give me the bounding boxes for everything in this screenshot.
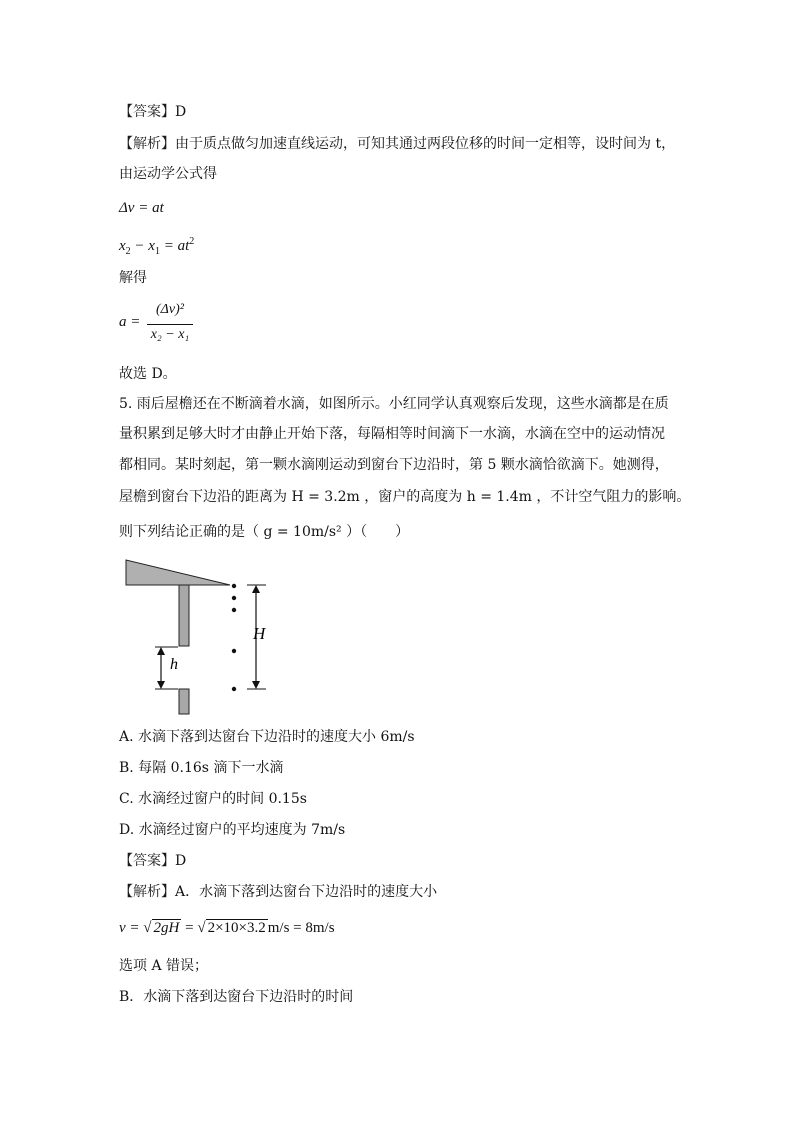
analysis-tag: 【解析】 bbox=[119, 136, 175, 152]
answer-value: D bbox=[175, 853, 187, 869]
conclusion-line: 故选 D。 bbox=[119, 366, 177, 382]
h-label: h bbox=[170, 656, 178, 673]
window-upper-frame bbox=[179, 585, 189, 646]
h-arrow-bottom bbox=[157, 681, 165, 689]
analysis-line-3 bbox=[119, 882, 437, 902]
option-c: C. 水滴经过窗户的时间 0.15s bbox=[119, 791, 307, 807]
solve-label: 解得 bbox=[119, 270, 147, 286]
answer-line-1 bbox=[119, 102, 186, 122]
answer-line-2 bbox=[119, 851, 186, 871]
question-line-5: 则下列结论正确的是（ g = 10m/s² ）（ ） bbox=[119, 524, 410, 540]
water-drop bbox=[232, 596, 236, 600]
water-drop bbox=[232, 584, 236, 588]
answer-tag: 【答案】 bbox=[119, 104, 175, 120]
fraction-denominator: x₂ − x₁ bbox=[150, 327, 190, 342]
analysis-line-1 bbox=[119, 134, 675, 154]
option-d: D. 水滴经过窗户的平均速度为 7m/s bbox=[119, 822, 346, 838]
question-line-4: 屋檐到窗台下边沿的距离为 H = 3.2m ，窗户的高度为 h = 1.4m ，不计空气阻力的影响。 bbox=[119, 489, 691, 505]
analysis-text: 由于质点做匀加速直线运动，可知其通过两段位移的时间一定相等，设时间为 t， bbox=[175, 136, 676, 152]
question-line-1: 5. 雨后屋檐还在不断滴着水滴，如图所示。小红同学认真观察后发现，这些水滴都是在质 bbox=[119, 396, 669, 412]
analysis-line-2: 由运动学公式得 bbox=[119, 166, 217, 182]
H-arrow-bottom bbox=[252, 681, 260, 689]
water-drop bbox=[232, 687, 236, 691]
option-a: A. 水滴下落到达窗台下边沿时的速度大小 6m/s bbox=[119, 729, 415, 745]
water-drop bbox=[232, 608, 236, 612]
question-line-3: 都相同。某时刻起，第一颗水滴刚运动到窗台下边沿时，第 5 颗水滴恰欲滴下。她测得， bbox=[119, 457, 669, 473]
analysis-text: A．水滴下落到达窗台下边沿时的速度大小 bbox=[175, 884, 438, 900]
analysis-line-b: B．水滴下落到达窗台下边沿时的时间 bbox=[119, 989, 354, 1005]
fraction-lhs: a = bbox=[119, 314, 141, 330]
answer-value: D bbox=[175, 104, 187, 120]
window-lower-frame bbox=[179, 689, 189, 714]
question-line-2: 量积累到足够大时才由静止开始下落，每隔相等时间滴下一水滴，水滴在空中的运动情况 bbox=[119, 426, 665, 442]
fraction-equation bbox=[119, 302, 239, 350]
velocity-equation: v = √ 2gH = √ 2×10×3.2 m/s = 8m/s bbox=[119, 920, 335, 936]
H-arrow-top bbox=[252, 585, 260, 593]
fraction-bar bbox=[147, 324, 193, 325]
eaves-shape bbox=[126, 560, 230, 585]
equation-dv: Δv = at bbox=[119, 200, 164, 216]
fraction-numerator: (Δv)² bbox=[156, 302, 184, 317]
answer-tag: 【答案】 bbox=[119, 853, 175, 869]
option-a-wrong: 选项 A 错误； bbox=[119, 958, 209, 974]
water-drop bbox=[232, 649, 236, 653]
option-b: B. 每隔 0.16s 滴下一水滴 bbox=[119, 760, 284, 776]
eaves-diagram bbox=[110, 552, 290, 722]
h-arrow-top bbox=[157, 647, 165, 655]
equation-displacement: $x_2 - x_1 = at^2$ bbox=[119, 236, 195, 257]
H-label: H bbox=[253, 624, 266, 643]
analysis-tag: 【解析】 bbox=[119, 884, 175, 900]
